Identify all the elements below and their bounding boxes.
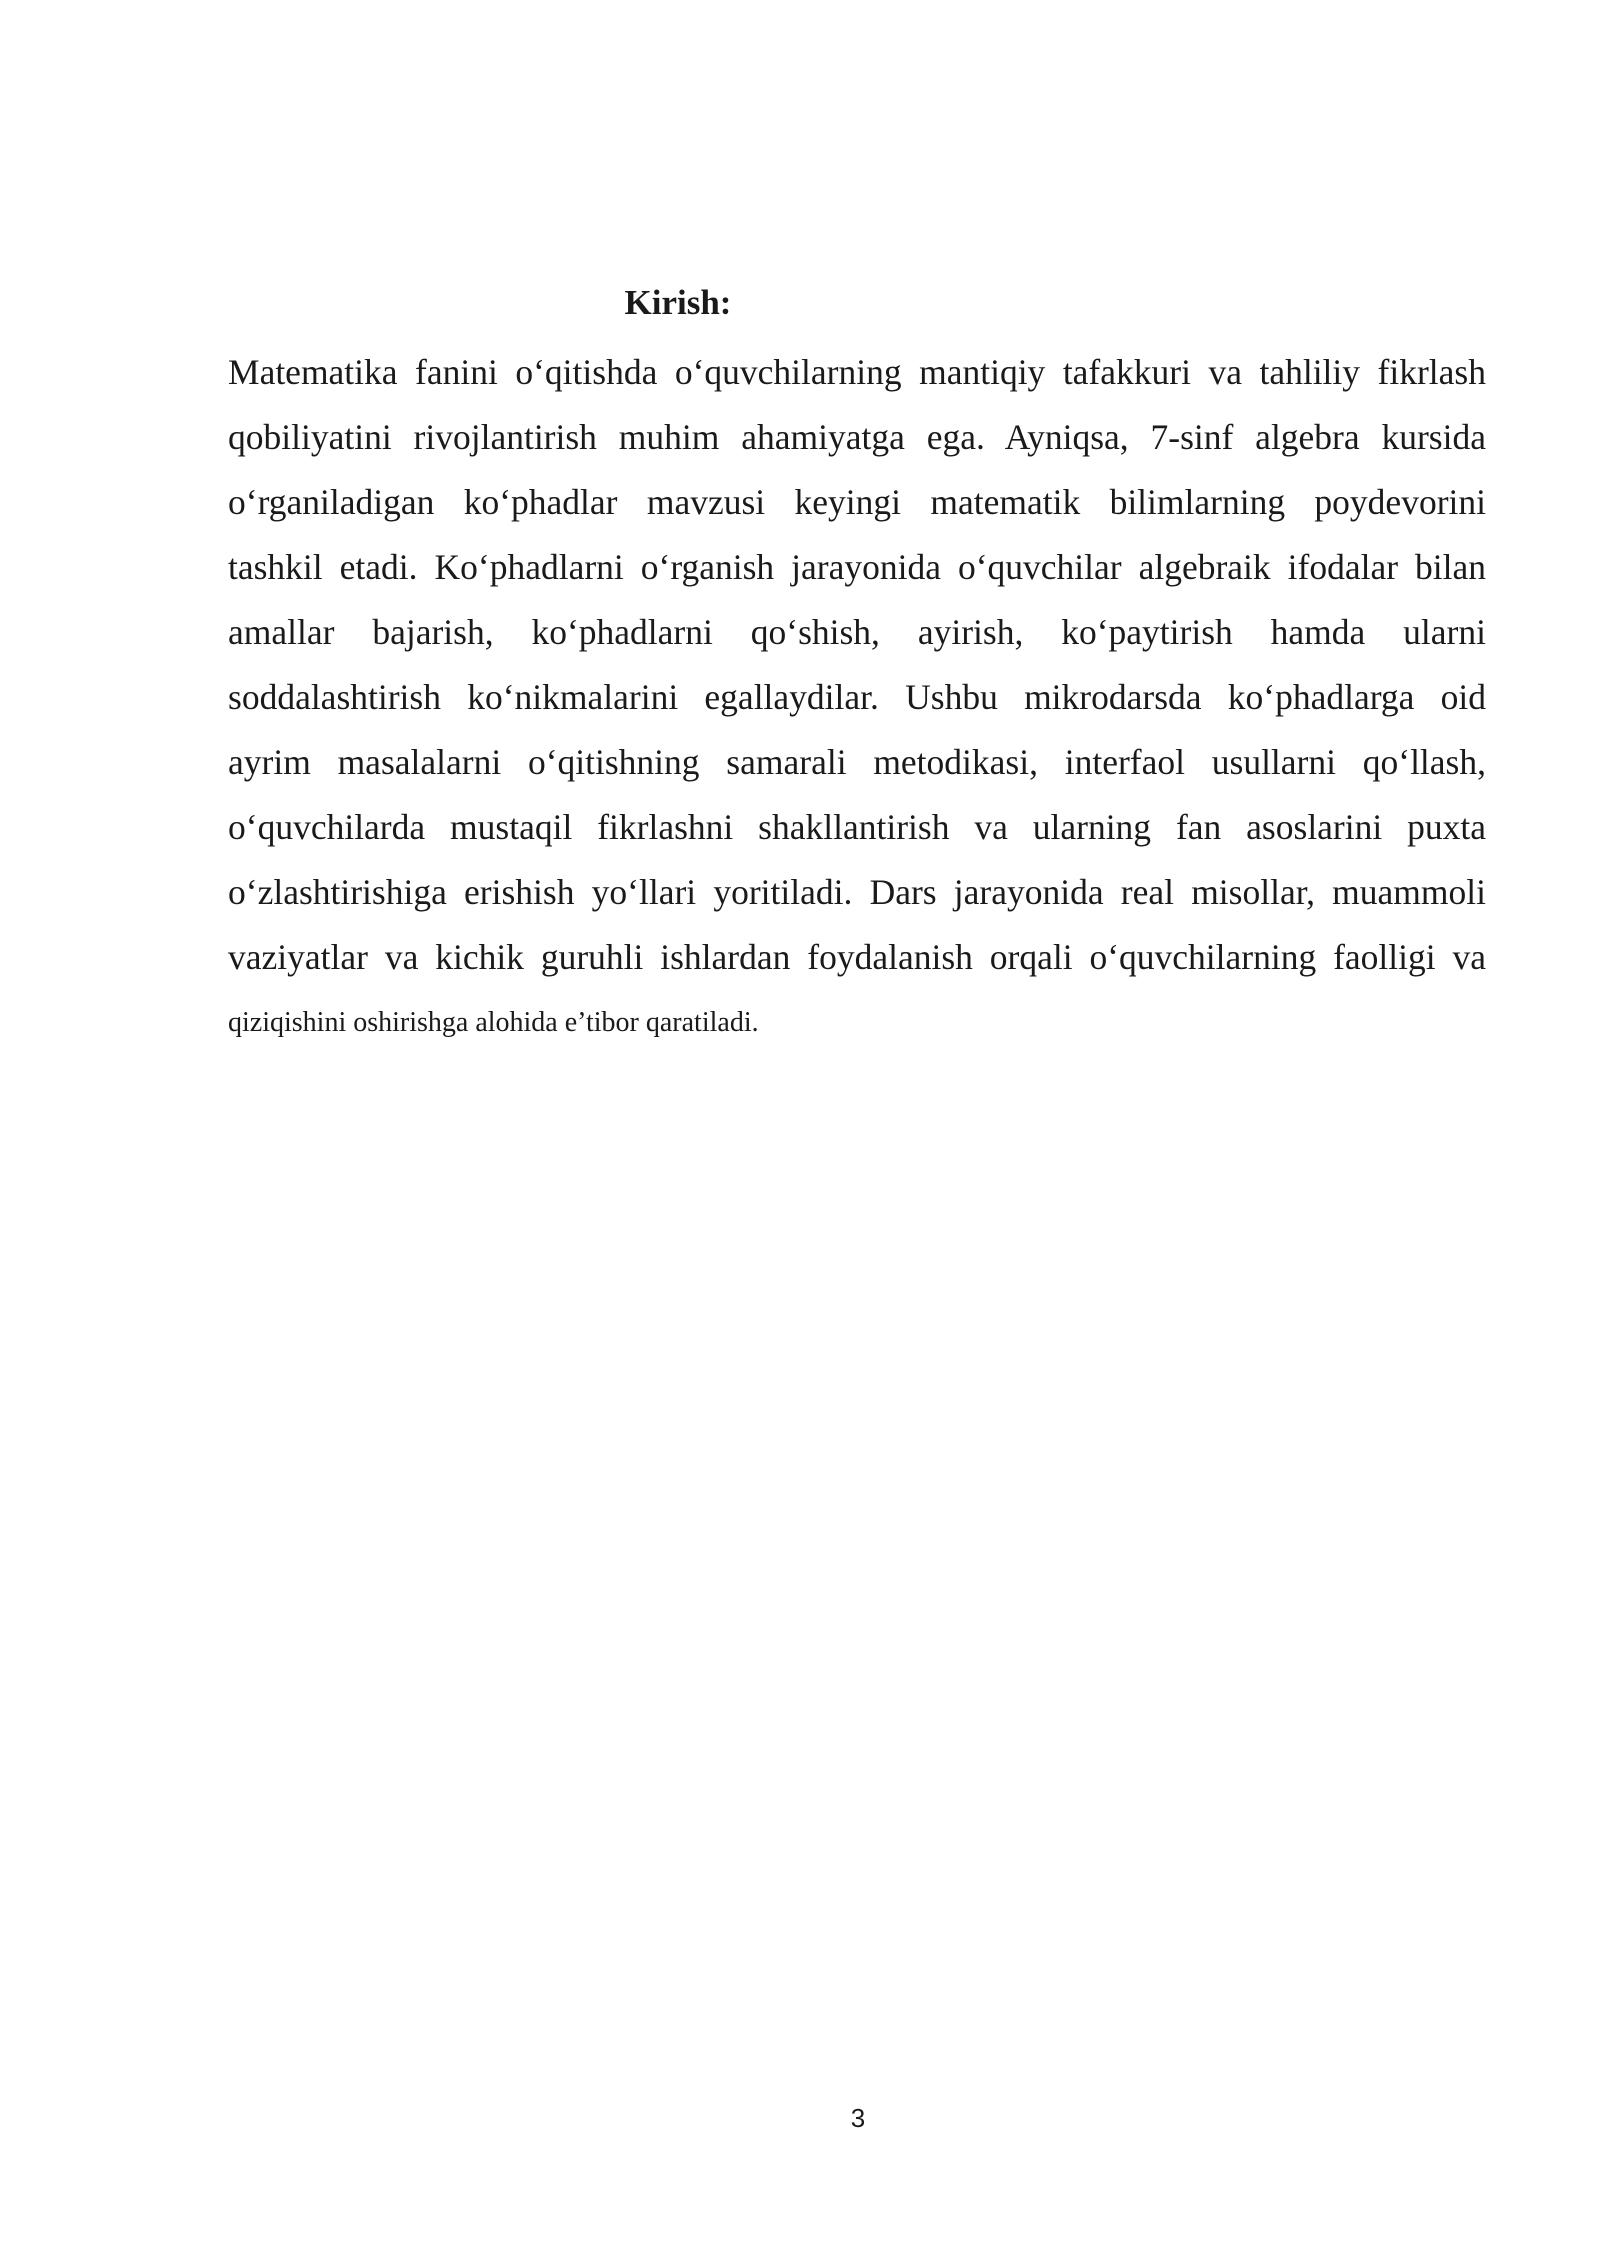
- paragraph-line: ayrim masalalarni o‘qitishning samarali metodikasi, interfaol usullarni qo‘llash,: [228, 742, 1486, 782]
- section-heading: Kirish:: [624, 283, 732, 322]
- paragraph-line-last: qiziqishini oshirishga alohida e’tibor qaratiladi.: [228, 1007, 759, 1038]
- paragraph-line: tashkil etadi. Ko‘phadlarni o‘rganish jarayonida o‘quvchilar algebraik ifodalar bilan: [228, 547, 1486, 587]
- paragraph-line: amallar bajarish, ko‘phadlarni qo‘shish, ayirish, ko‘paytirish hamda ularni: [228, 612, 1486, 652]
- page-number: 3: [850, 2103, 866, 2133]
- paragraph-line: soddalashtirish ko‘nikmalarini egallaydilar. Ushbu mikrodarsda ko‘phadlarga oid: [228, 677, 1486, 717]
- paragraph-line: o‘quvchilarda mustaqil fikrlashni shakllantirish va ularning fan asoslarini puxta: [228, 807, 1486, 847]
- body-paragraph: [228, 340, 1486, 1055]
- paragraph-line: o‘zlashtirishiga erishish yo‘llari yoritiladi. Dars jarayonida real misollar, muammoli: [228, 872, 1486, 912]
- paragraph-line: vaziyatlar va kichik guruhli ishlardan foydalanish orqali o‘quvchilarning faolligi va: [228, 937, 1486, 977]
- paragraph-line: Matematika fanini o‘qitishda o‘quvchilarning mantiqiy tafakkuri va tahliliy fikrlash: [228, 352, 1486, 392]
- paragraph-line: o‘rganiladigan ko‘phadlar mavzusi keyingi matematik bilimlarning poydevorini: [228, 482, 1486, 522]
- paragraph-line: qobiliyatini rivojlantirish muhim ahamiyatga ega. Ayniqsa, 7-sinf algebra kursida: [228, 417, 1486, 457]
